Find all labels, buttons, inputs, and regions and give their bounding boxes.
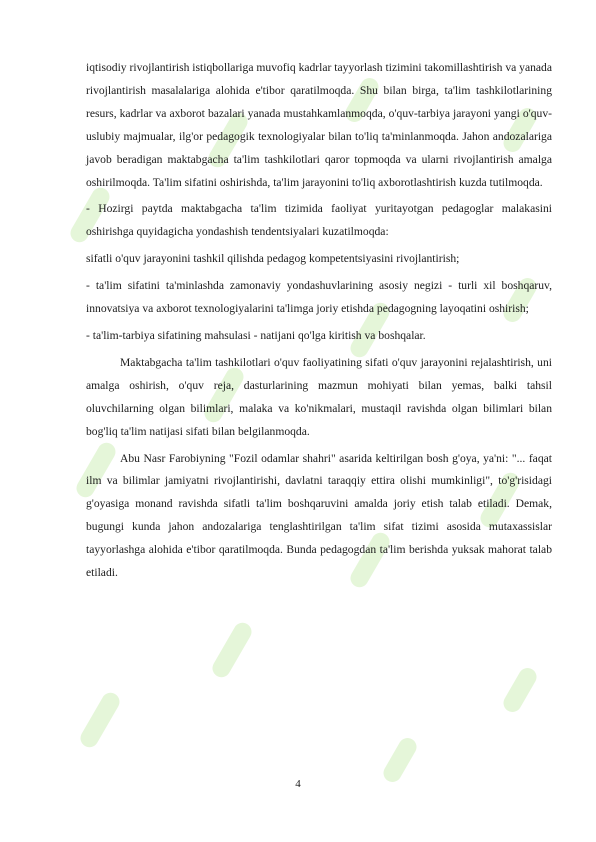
- paragraph: sifatli o'quv jarayonini tashkil qilishda pedagog kompetentsiyasini rivojlantirish;: [86, 252, 460, 266]
- paragraph: iqtisodiy rivojlantirish istiqbollariga muvofiq kadrlar tayyorlash tizimini takomillashtirish va yanada rivojlantirish masalalariga alohida e'tibor qaratilmoqda. Shu bilan birga, ta'lim tashkilotlarining resurs, kadrlar va axborot bazalari yanada mustahkamlanmoqda, o'quv-tarbiya jarayoni yangi o'quv-uslubiy majmualar, ilg'or pedagogik texnologiyalar bilan to'liq ta'minlanmoqda. Jahon andozalariga javob beradigan maktabgacha ta'lim tashkilotlari qaror topmoqda va ularni rivojlantirish amalga oshirilmoqda. Ta'lim sifatini oshirishda, ta'lim jarayonini to'liq axborotlashtirish kuzda tutilmoqda.: [86, 61, 552, 189]
- page-number: 4: [295, 778, 301, 790]
- paragraph: Abu Nasr Farobiyning "Fozil odamlar shahri" asarida keltirilgan bosh g'oya, ya'ni: "... faqat ilm va bilimlar jamiyatni rivojlantirishi, davlatni taraqqiy ettira olishi mumkinligi", to'g'risidagi g'oyasiga monand ravishda sifatli ta'lim boshqaruvini amalda joriy etish talab etiladi. Demak, bugungi kunda jahon andozalariga tenglashtirilgan ta'lim sifat tizimi asosida mutaxassislar tayyorlashga alohida e'tibor qaratilmoqda. Bunda pedagogdan ta'lim berishda yuksak mahorat talab etiladi.: [86, 451, 552, 580]
- paragraph: Maktabgacha ta'lim tashkilotlari o'quv faoliyatining sifati o'quv jarayonini rejalashtirish, uni amalga oshirish, o'quv reja, dasturlarining mazmun mohiyati bilan yemas, balki tahsil oluvchilarning olgan bilimlari, malaka va ko'nikmalari, mustaqil ravishda olgan bilimlari bilan bog'liq ta'lim natijasi sifati bilan belgilanmoqda.: [86, 355, 552, 438]
- paragraph: - ta'lim-tarbiya sifatining mahsulasi - natijani qo'lga kiritish va boshqalar.: [86, 328, 426, 342]
- paragraph: - Hozirgi paytda maktabgacha ta'lim tizimida faoliyat yuritayotgan pedagoglar malakasini oshirishga quyidagicha yondashish tendentsiyalari kuzatilmoqda:: [86, 202, 552, 239]
- document-body: [86, 57, 552, 585]
- paragraph: - ta'lim sifatini ta'minlashda zamonaviy yondashuvlarining asosiy negizi - turli xil boshqaruv, innovatsiya va axborot texnologiyalarini ta'limga joriy etishda pedagogning layoqatini oshirish;: [86, 279, 552, 316]
